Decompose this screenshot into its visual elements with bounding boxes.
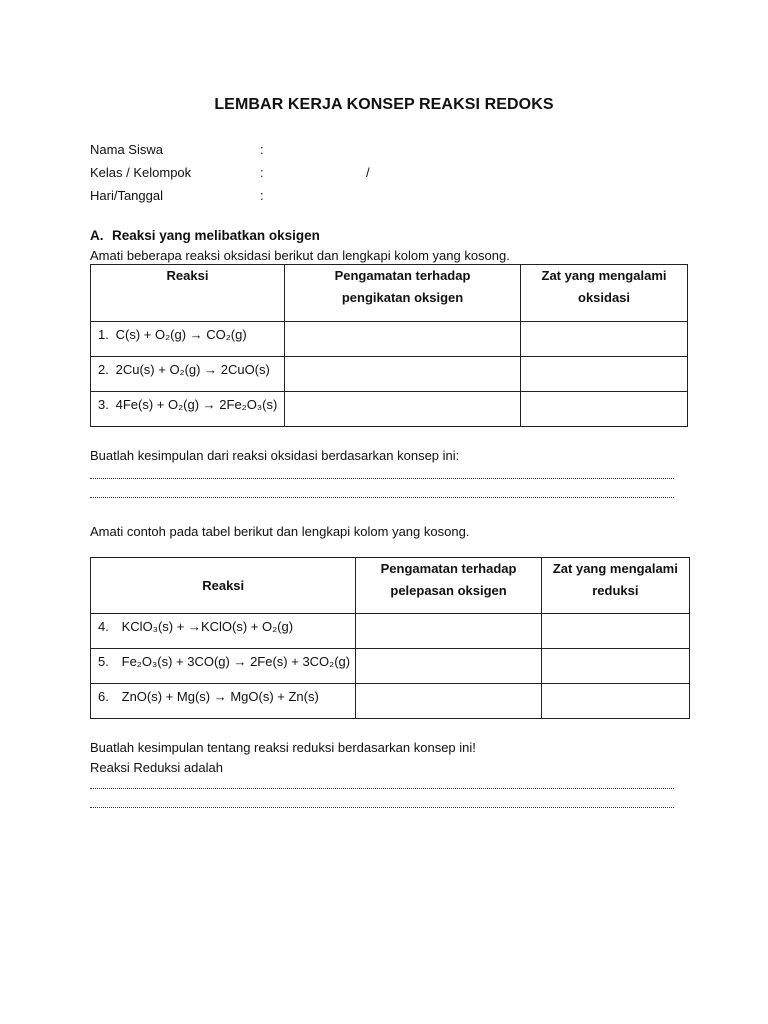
table-row [91,684,690,719]
substance-answer-cell[interactable] [541,684,689,719]
answer-line[interactable] [90,778,674,789]
reaction-equation: KClO₃(s) + →KClO(s) + O₂(g) [121,619,294,634]
slash-separator: / [366,165,370,180]
table-row [91,357,688,392]
section-a-heading [90,228,320,243]
section-a-instruction: Amati beberapa reaksi oksidasi berikut dan lengkapi kolom yang kosong. [90,248,510,263]
section-b-instruction: Amati contoh pada tabel berikut dan lengkapi kolom yang kosong. [90,524,470,539]
date-row [90,187,490,205]
observation-answer-cell[interactable] [356,649,541,684]
substance-answer-cell[interactable] [521,392,688,427]
observation-answer-cell[interactable] [356,614,541,649]
header-reaction: Reaksi [91,558,356,614]
header-observation: Pengamatan terhadap pengikatan oksigen [285,265,521,322]
section-letter: A. [90,228,104,243]
row-number: 5. [98,654,109,669]
reaction-equation: ZnO(s) + Mg(s) → MgO(s) + Zn(s) [121,689,319,704]
reaction-equation: Fe₂O₃(s) + 3CO(g) → 2Fe(s) + 3CO₂(g) [121,654,351,669]
class-group-label: Kelas / Kelompok [90,165,192,180]
reduction-definition-prompt: Reaksi Reduksi adalah [90,760,223,775]
row-number: 1. [98,327,109,342]
answer-line[interactable] [90,797,674,808]
conclusion-reduction-prompt: Buatlah kesimpulan tentang reaksi reduksi berdasarkan konsep ini! [90,740,476,755]
reaction-cell [91,614,356,649]
student-name-row [90,141,490,159]
page-title: LEMBAR KERJA KONSEP REAKSI REDOKS [214,96,554,113]
row-number: 6. [98,689,109,704]
answer-line[interactable] [90,468,674,479]
table-row [91,392,688,427]
reaction-equation: C(s) + O₂(g) → CO₂(g) [115,327,247,342]
observation-answer-cell[interactable] [285,357,521,392]
colon: : [260,188,264,203]
observation-answer-cell[interactable] [285,392,521,427]
student-name-label: Nama Siswa [90,142,163,157]
section-title: Reaksi yang melibatkan oksigen [112,228,320,243]
row-number: 4. [98,619,109,634]
observation-answer-cell[interactable] [285,322,521,357]
header-reaction: Reaksi [91,265,285,322]
class-group-row [90,164,490,182]
reaction-cell [91,684,356,719]
row-number: 3. [98,397,109,412]
header-oxidized-substance: Zat yang mengalami oksidasi [521,265,688,322]
reaction-equation: 4Fe(s) + O₂(g) → 2Fe₂O₃(s) [115,397,278,412]
colon: : [260,142,264,157]
oxidation-table [90,264,688,427]
table-header-row [91,558,690,614]
table-row [91,322,688,357]
reaction-equation: 2Cu(s) + O₂(g) → 2CuO(s) [115,362,270,377]
date-label: Hari/Tanggal [90,188,163,203]
table-header-row [91,265,688,322]
observation-answer-cell[interactable] [356,684,541,719]
colon: : [260,165,264,180]
reaction-cell [91,357,285,392]
substance-answer-cell[interactable] [521,322,688,357]
substance-answer-cell[interactable] [541,649,689,684]
answer-line[interactable] [90,487,674,498]
reduction-table [90,557,690,719]
header-observation: Pengamatan terhadap pelepasan oksigen [356,558,541,614]
header-reduced-substance: Zat yang mengalami reduksi [541,558,689,614]
substance-answer-cell[interactable] [521,357,688,392]
row-number: 2. [98,362,109,377]
conclusion-oxidation-prompt: Buatlah kesimpulan dari reaksi oksidasi berdasarkan konsep ini: [90,448,460,463]
table-row [91,614,690,649]
reaction-cell [91,649,356,684]
reaction-cell [91,392,285,427]
reaction-cell [91,322,285,357]
table-row [91,649,690,684]
substance-answer-cell[interactable] [541,614,689,649]
